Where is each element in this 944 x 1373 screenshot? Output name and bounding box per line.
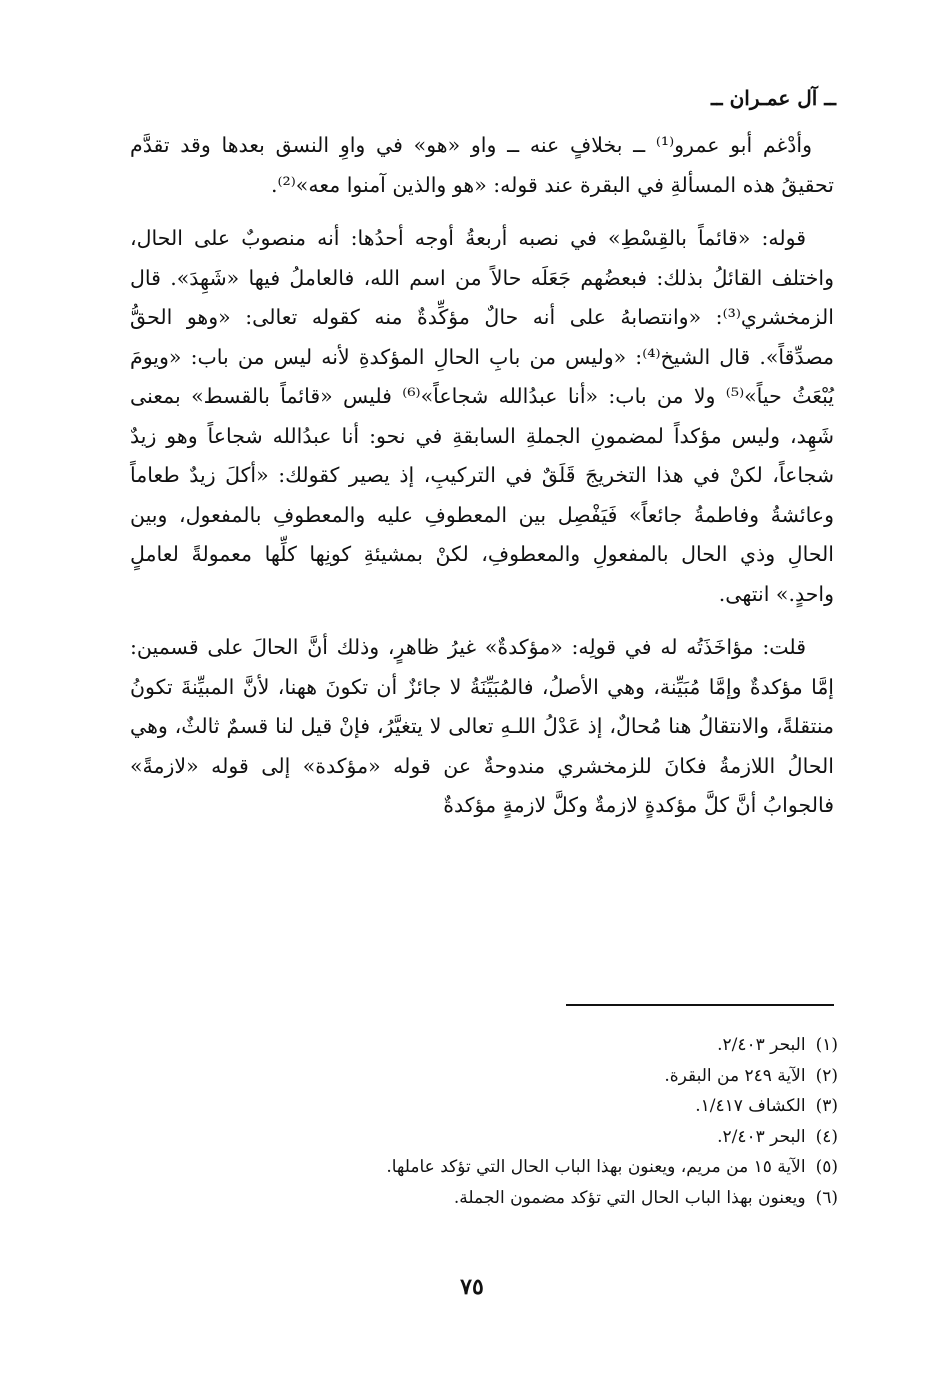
footnote-text: البحر ٢/٤٠٣. [717, 1126, 806, 1147]
footnote-6 [130, 1183, 838, 1214]
footnote-text: الآية ١٥ من مريم، ويعنون بهذا الباب الحال التي تؤكد عاملها. [386, 1157, 806, 1177]
footnote-number: (٢) [815, 1065, 838, 1086]
footnote-1 [130, 1030, 838, 1061]
footnote-number: (٥) [815, 1157, 838, 1177]
footnote-4 [130, 1122, 838, 1153]
footnote-number: (٦) [815, 1187, 838, 1208]
footnote-text: البحر ٢/٤٠٣. [717, 1035, 806, 1055]
footnotes [130, 1030, 838, 1213]
footnote-3 [130, 1091, 838, 1122]
footnote-2 [130, 1061, 838, 1092]
footnote-number: (١) [815, 1035, 838, 1055]
running-head: ــ آل عمـران ــ [710, 86, 836, 110]
footnote-number: (٣) [815, 1096, 838, 1116]
paragraph-1: وأدْغم أبو عمرو⁽¹⁾ ــ بخلافٍ عنه ــ واو «هو» في واوِ النسق بعدها وقد تقدَّم تحقيقُ هذه المسألةِ في البقرة عند قوله: «هو والذين آمنوا معه»⁽²⁾. [130, 133, 834, 197]
paragraph-3: قلت: مؤاخَذَتُه له في قولِه: «مؤكدةٌ» غيرُ ظاهرٍ، وذلك أنَّ الحالَ على قسمين: إمَّا مؤكدةٌ وإمَّا مُبَيِّنة، وهي الأصلُ، فالمُبَيِّنَةُ لا جائزٌ أن تكونَ ههنا، لأنَّ المبيِّنةَ تكونُ منتقلةً، والانتقالُ هنا مُحالٌ، إذ عَدْلُ اللـهِ تعالى لا يتغيَّرُ، فإنْ قيل لنا قسمٌ ثالثٌ، وهي الحالُ اللازمةُ فكانَ للزمخشري مندوحةٌ عن قوله «مؤكدة» إلى قوله «لازمةً» فالجوابُ أنَّ كلَّ مؤكدةٍ لازمةٌ وكلَّ لازمةٍ مؤكدةٌ [130, 635, 834, 817]
paragraph-2: قوله: «قائماً بالقِسْطِ» في نصبه أربعةُ أوجه أحدُها: أنه منصوبٌ على الحال، واختلف القائلُ بذلك: فبعضُهم جَعَلَه حالاً من اسم الله، فالعاملُ فيها «شَهِدَ». قال الزمخشري⁽³⁾: «وانتصابهُ على أنه حالٌ مؤكِّدةٌ منه كقوله تعالى: «وهو الحقُّ مصدِّقاً». قال الشيخ⁽⁴⁾: «وليس من بابِ الحالِ المؤكدةِ لأنه ليس من باب: «ويومَ يُبْعَثُ حياً»⁽⁵⁾ ولا من باب: «أنا عبدُالله شجاعاً»⁽⁶⁾ فليس «قائماً بالقسط» بمعنى شَهِد، وليس مؤكداً لمضمونِ الجملةِ السابقةِ في نحو: أنا عبدُالله شجاعاً وهو زيدٌ شجاعاً، لكنْ في هذا التخريجَ قَلَقٌ في التركيبِ، إذ يصير كقولك: «أكلَ زيدٌ طعاماً وعائشةُ وفاطمةُ جائعاً» فَيَفْصِل بين المعطوفِ عليه والمعطوفِ بالمفعول، وبين الحالِ وذي الحال بالمفعولِ والمعطوفِ، لكنْ بمشيئةِ كونِها كلِّها معمولةً لعاملٍ واحدٍ.» انتهى. [130, 226, 835, 606]
footnote-text: الكشاف ١/٤١٧. [695, 1096, 806, 1116]
footnote-text: الآية ٢٤٩ من البقرة. [664, 1065, 806, 1086]
footnote-separator [566, 1004, 834, 1006]
footnote-number: (٤) [815, 1126, 838, 1147]
footnote-5 [130, 1152, 838, 1183]
page-number: ٧٥ [460, 1274, 484, 1300]
main-text [130, 126, 834, 840]
footnote-text: ويعنون بهذا الباب الحال التي تؤكد مضمون الجملة. [453, 1187, 806, 1208]
